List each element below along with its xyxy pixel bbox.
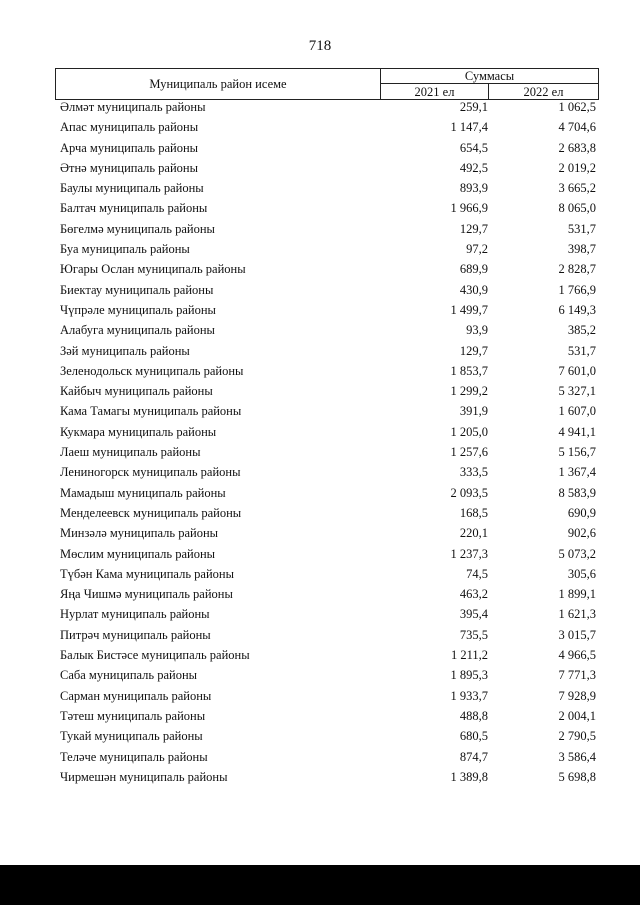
table-row — [0, 178, 640, 198]
amount-2021: 333,5 — [459, 465, 488, 480]
amount-2021: 395,4 — [459, 607, 488, 622]
amount-2022: 3 665,2 — [558, 181, 596, 196]
district-name: Питрәч муниципаль районы — [60, 627, 211, 642]
district-name: Чирмешән муниципаль районы — [60, 769, 228, 784]
amount-2022: 8 065,0 — [558, 201, 596, 216]
page-number: 718 — [308, 38, 332, 54]
amount-2021: 129,7 — [459, 221, 488, 236]
amount-2022: 7 601,0 — [558, 363, 596, 378]
amount-2022: 5 327,1 — [558, 384, 596, 399]
table-row — [0, 686, 640, 706]
amount-2022: 6 149,3 — [558, 302, 596, 317]
district-name: Апас муниципаль районы — [60, 120, 199, 135]
table-row — [0, 300, 640, 320]
amount-2021: 129,7 — [459, 343, 488, 358]
amount-2021: 488,8 — [459, 708, 488, 723]
amount-2021: 1 211,2 — [450, 648, 488, 663]
table-row — [0, 665, 640, 685]
amount-2021: 97,2 — [466, 242, 488, 257]
district-name: Зеленодольск муниципаль районы — [60, 363, 244, 378]
table-row — [0, 97, 640, 117]
district-name: Сарман муниципаль районы — [60, 688, 212, 703]
table-header — [55, 68, 599, 100]
amount-2022: 1 766,9 — [558, 282, 596, 297]
district-name: Нурлат муниципаль районы — [60, 607, 210, 622]
amount-2022: 2 790,5 — [558, 729, 596, 744]
column-header-2022: 2022 ел — [523, 85, 564, 99]
table-row — [0, 422, 640, 442]
table-row — [0, 280, 640, 300]
amount-2022: 5 698,8 — [558, 769, 596, 784]
amount-2022: 2 828,7 — [558, 262, 596, 277]
amount-2022: 2 019,2 — [558, 160, 596, 175]
amount-2022: 3 015,7 — [558, 627, 596, 642]
table-row — [0, 747, 640, 767]
district-name: Мөслим муниципаль районы — [60, 546, 216, 561]
amount-2021: 1 147,4 — [450, 120, 488, 135]
amount-2022: 3 586,4 — [558, 749, 596, 764]
district-name: Югары Ослан муниципаль районы — [60, 262, 246, 277]
amount-2021: 1 853,7 — [450, 363, 488, 378]
district-name: Баулы муниципаль районы — [60, 181, 204, 196]
table-row — [0, 645, 640, 665]
district-name: Теләче муниципаль районы — [60, 749, 208, 764]
amount-2021: 220,1 — [459, 526, 488, 541]
amount-2021: 1 499,7 — [450, 302, 488, 317]
amount-2022: 2 004,1 — [558, 708, 596, 723]
amount-2022: 1 062,5 — [558, 100, 596, 114]
amount-2021: 1 299,2 — [450, 384, 488, 399]
amount-2022: 531,7 — [567, 221, 596, 236]
table-row — [0, 584, 640, 604]
table-row — [0, 462, 640, 482]
district-name: Саба муниципаль районы — [60, 668, 198, 683]
district-name: Әтнә муниципаль районы — [60, 160, 199, 175]
district-name: Балык Бистәсе муниципаль районы — [60, 648, 250, 663]
amount-2021: 168,5 — [459, 505, 488, 520]
amount-2021: 689,9 — [459, 262, 488, 277]
table-row — [0, 138, 640, 158]
amount-2022: 4 941,1 — [558, 424, 596, 439]
district-name: Тәтеш муниципаль районы — [60, 708, 206, 723]
table-row — [0, 706, 640, 726]
amount-2021: 1 389,8 — [450, 769, 488, 784]
table-row — [0, 523, 640, 543]
table-row — [0, 239, 640, 259]
column-header-name: Муниципаль район исеме — [56, 69, 381, 99]
table-row — [0, 219, 640, 239]
amount-2021: 430,9 — [459, 282, 488, 297]
table-row — [0, 401, 640, 421]
amount-2022: 902,6 — [567, 526, 596, 541]
table-body — [0, 97, 640, 787]
amount-2022: 7 928,9 — [558, 688, 596, 703]
table-row — [0, 259, 640, 279]
amount-2022: 305,6 — [567, 566, 596, 581]
amount-2022: 531,7 — [567, 343, 596, 358]
table-row — [0, 158, 640, 178]
amount-2022: 1 621,3 — [558, 607, 596, 622]
amount-2021: 874,7 — [459, 749, 488, 764]
amount-2022: 385,2 — [567, 323, 596, 338]
amount-2022: 2 683,8 — [558, 140, 596, 155]
amount-2021: 680,5 — [459, 729, 488, 744]
table-row — [0, 320, 640, 340]
amount-2022: 1 899,1 — [558, 587, 596, 602]
district-name: Яңа Чишмә муниципаль районы — [60, 587, 233, 602]
district-name: Алабуга муниципаль районы — [60, 323, 215, 338]
amount-2021: 893,9 — [459, 181, 488, 196]
amount-2022: 5 073,2 — [558, 546, 596, 561]
district-name: Зәй муниципаль районы — [60, 343, 190, 358]
amount-2021: 1 966,9 — [450, 201, 488, 216]
amount-2021: 1 933,7 — [450, 688, 488, 703]
amount-2021: 492,5 — [459, 160, 488, 175]
table-row — [0, 483, 640, 503]
table-row — [0, 625, 640, 645]
district-name: Бөгелмә муниципаль районы — [60, 221, 215, 236]
table-row — [0, 726, 640, 746]
amount-2022: 1 367,4 — [558, 465, 596, 480]
amount-2022: 4 966,5 — [558, 648, 596, 663]
district-name: Әлмәт муниципаль районы — [60, 100, 206, 114]
table-row — [0, 604, 640, 624]
table-row — [0, 381, 640, 401]
district-name: Минзәлә муниципаль районы — [60, 526, 219, 541]
amount-2021: 463,2 — [459, 587, 488, 602]
table-row — [0, 503, 640, 523]
scan-bottom-border — [0, 865, 640, 905]
district-name: Буа муниципаль районы — [60, 242, 190, 257]
amount-2022: 5 156,7 — [558, 445, 596, 460]
district-name: Кама Тамагы муниципаль районы — [60, 404, 242, 419]
table-row — [0, 117, 640, 137]
district-name: Мамадыш муниципаль районы — [60, 485, 226, 500]
district-name: Лениногорск муниципаль районы — [60, 465, 241, 480]
amount-2021: 1 205,0 — [450, 424, 488, 439]
table-row — [0, 198, 640, 218]
amount-2022: 4 704,6 — [558, 120, 596, 135]
district-name: Лаеш муниципаль районы — [60, 445, 201, 460]
district-name: Арча муниципаль районы — [60, 140, 199, 155]
amount-2022: 398,7 — [567, 242, 596, 257]
amount-2021: 93,9 — [466, 323, 488, 338]
table-row — [0, 544, 640, 564]
column-header-2021: 2021 ел — [381, 84, 489, 99]
amount-2021: 2 093,5 — [450, 485, 488, 500]
amount-2022: 690,9 — [567, 505, 596, 520]
district-name: Кайбыч муниципаль районы — [60, 384, 213, 399]
amount-2021: 654,5 — [459, 140, 488, 155]
column-header-sum: Суммасы — [381, 69, 598, 84]
amount-2021: 74,5 — [466, 566, 488, 581]
district-name: Балтач муниципаль районы — [60, 201, 208, 216]
amount-2022: 1 607,0 — [558, 404, 596, 419]
district-name: Биектау муниципаль районы — [60, 282, 214, 297]
amount-2021: 1 237,3 — [450, 546, 488, 561]
amount-2021: 259,1 — [459, 100, 488, 114]
amount-2021: 735,5 — [459, 627, 488, 642]
district-name: Менделеевск муниципаль районы — [60, 505, 242, 520]
table-row — [0, 442, 640, 462]
amount-2021: 1 895,3 — [450, 668, 488, 683]
amount-2022: 8 583,9 — [558, 485, 596, 500]
amount-2021: 1 257,6 — [450, 445, 488, 460]
table-row — [0, 564, 640, 584]
table-row — [0, 767, 640, 787]
amount-2022: 7 771,3 — [558, 668, 596, 683]
table-row — [0, 361, 640, 381]
district-name: Тукай муниципаль районы — [60, 729, 203, 744]
district-name: Чүпрәле муниципаль районы — [60, 302, 216, 317]
district-name: Кукмара муниципаль районы — [60, 424, 217, 439]
district-name: Түбән Кама муниципаль районы — [60, 566, 234, 581]
table-row — [0, 341, 640, 361]
amount-2021: 391,9 — [459, 404, 488, 419]
